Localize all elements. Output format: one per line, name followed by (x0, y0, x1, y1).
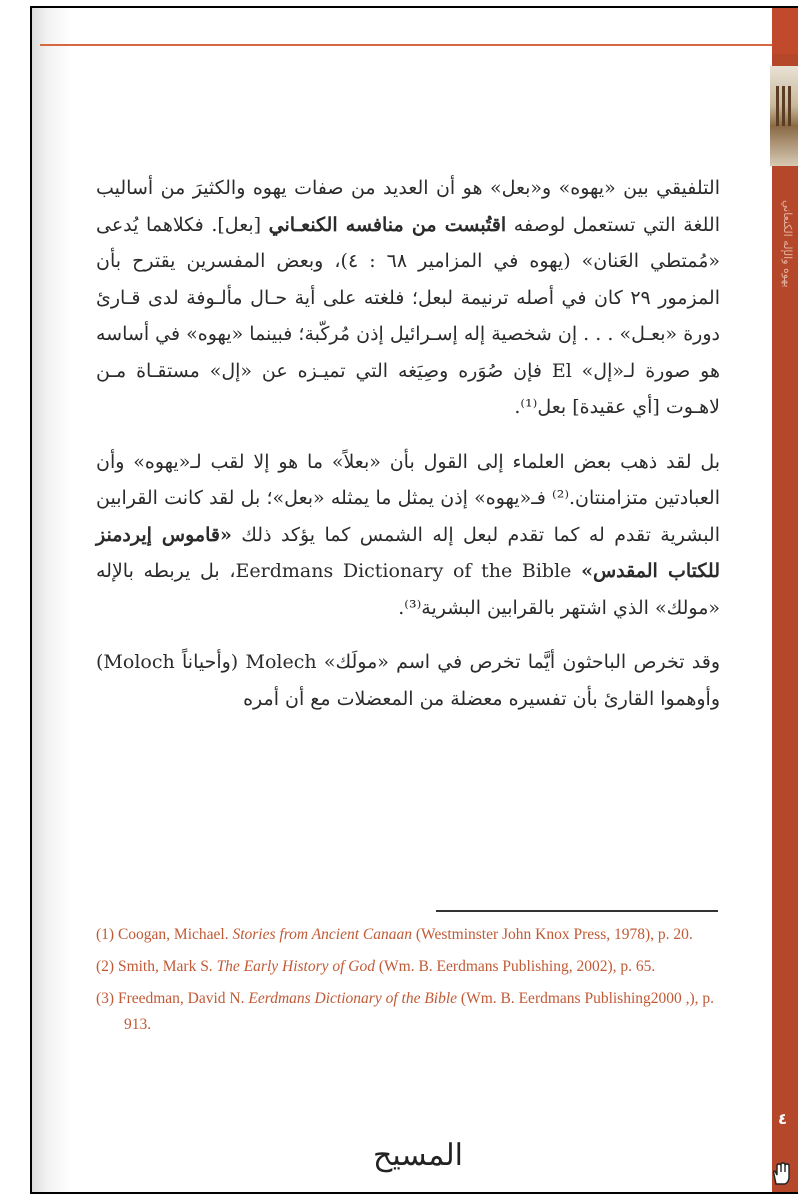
running-title: يهوه والإله الكنعاني (781, 200, 794, 288)
paragraph-3: وقد تخرص الباحثون أيَّما تخرص في اسم «مولَك» Molech (وأحياناً Moloch) وأوهموا القارئ بأن تفسيره معضلة من المعضلات مع أن أمره (96, 651, 720, 710)
bold-phrase: اقتُبست من منافسه الكنعـاني (268, 213, 507, 236)
sidebar-top-block (772, 8, 798, 54)
top-border (30, 6, 798, 8)
bottom-border (30, 1192, 798, 1194)
footnote-divider (436, 910, 718, 912)
footnotes (96, 922, 720, 1044)
paragraph-1: التلفيقي بين «يهوه» و«بعل» هو أن العديد من صفات يهوه والكثيرَ من أساليب اللغة التي تستعمل لوصفه اقتُبست من منافسه الكنعـاني [بعل]. فكلاهما يُدعى «مُمتطي العَنان» (يهوه في المزامير ٦٨ : ٤)، وبعض المفسرين يقترح بأن المزمور ٢٩ كان في أصله ترنيمة لبعل؛ فلغته على أية حـال مألـوفة لدى قـارئ دورة «بعـل» . . . إن شخصية إله إسـرائيل إذن مُركّبة؛ فبينما «يهوه» في أساسه هو صورة لـ«إل» El فإن صُوَره وصِيَغه التي تميـزه عن «إل» مستقـاة مـن لاهـوت [أي عقيدة] بعل⁽¹⁾. (96, 177, 720, 418)
paragraph-2: بل لقد ذهب بعض العلماء إلى القول بأن «بعلاً» ما هو إلا لقب لـ«يهوه» وأن العبادتين متزامنتان.⁽²⁾ فـ«يهوه» إذن يمثل ما يمثله «بعل»؛ بل لقد كانت القرابين البشرية تقدم له كما تقدم لبعل إله الشمس كما يؤكد ذلك «قاموس إيردمنز للكتاب المقدس» Eerdmans Dictionary of the Bible، بل يربطه بالإله «مولك» الذي اشتهر بالقرابين البشرية⁽³⁾. (96, 450, 721, 619)
footnote-3: (3) Freedman, David N. Eerdmans Dictionary of the Bible (Wm. B. Eerdmans Publishing2000 ,), p. 913. (96, 990, 715, 1033)
main-text (96, 170, 720, 717)
dictionary-title: «قاموس إيردمنز للكتاب المقدس» (96, 523, 720, 582)
publisher-logo: المسيح (373, 1138, 463, 1173)
menorah-photo (770, 66, 798, 166)
hand-cursor-icon (768, 1160, 794, 1186)
footnote-2: (2) Smith, Mark S. The Early History of God (Wm. B. Eerdmans Publishing, 2002), p. 65. (96, 958, 656, 975)
footnote-1: (1) Coogan, Michael. Stories from Ancient Canaan (Westminster John Knox Press, 1978), p. 20. (96, 926, 693, 943)
left-border (30, 6, 32, 1194)
page-number: ٤ (778, 1110, 788, 1128)
header-rule (40, 44, 780, 46)
